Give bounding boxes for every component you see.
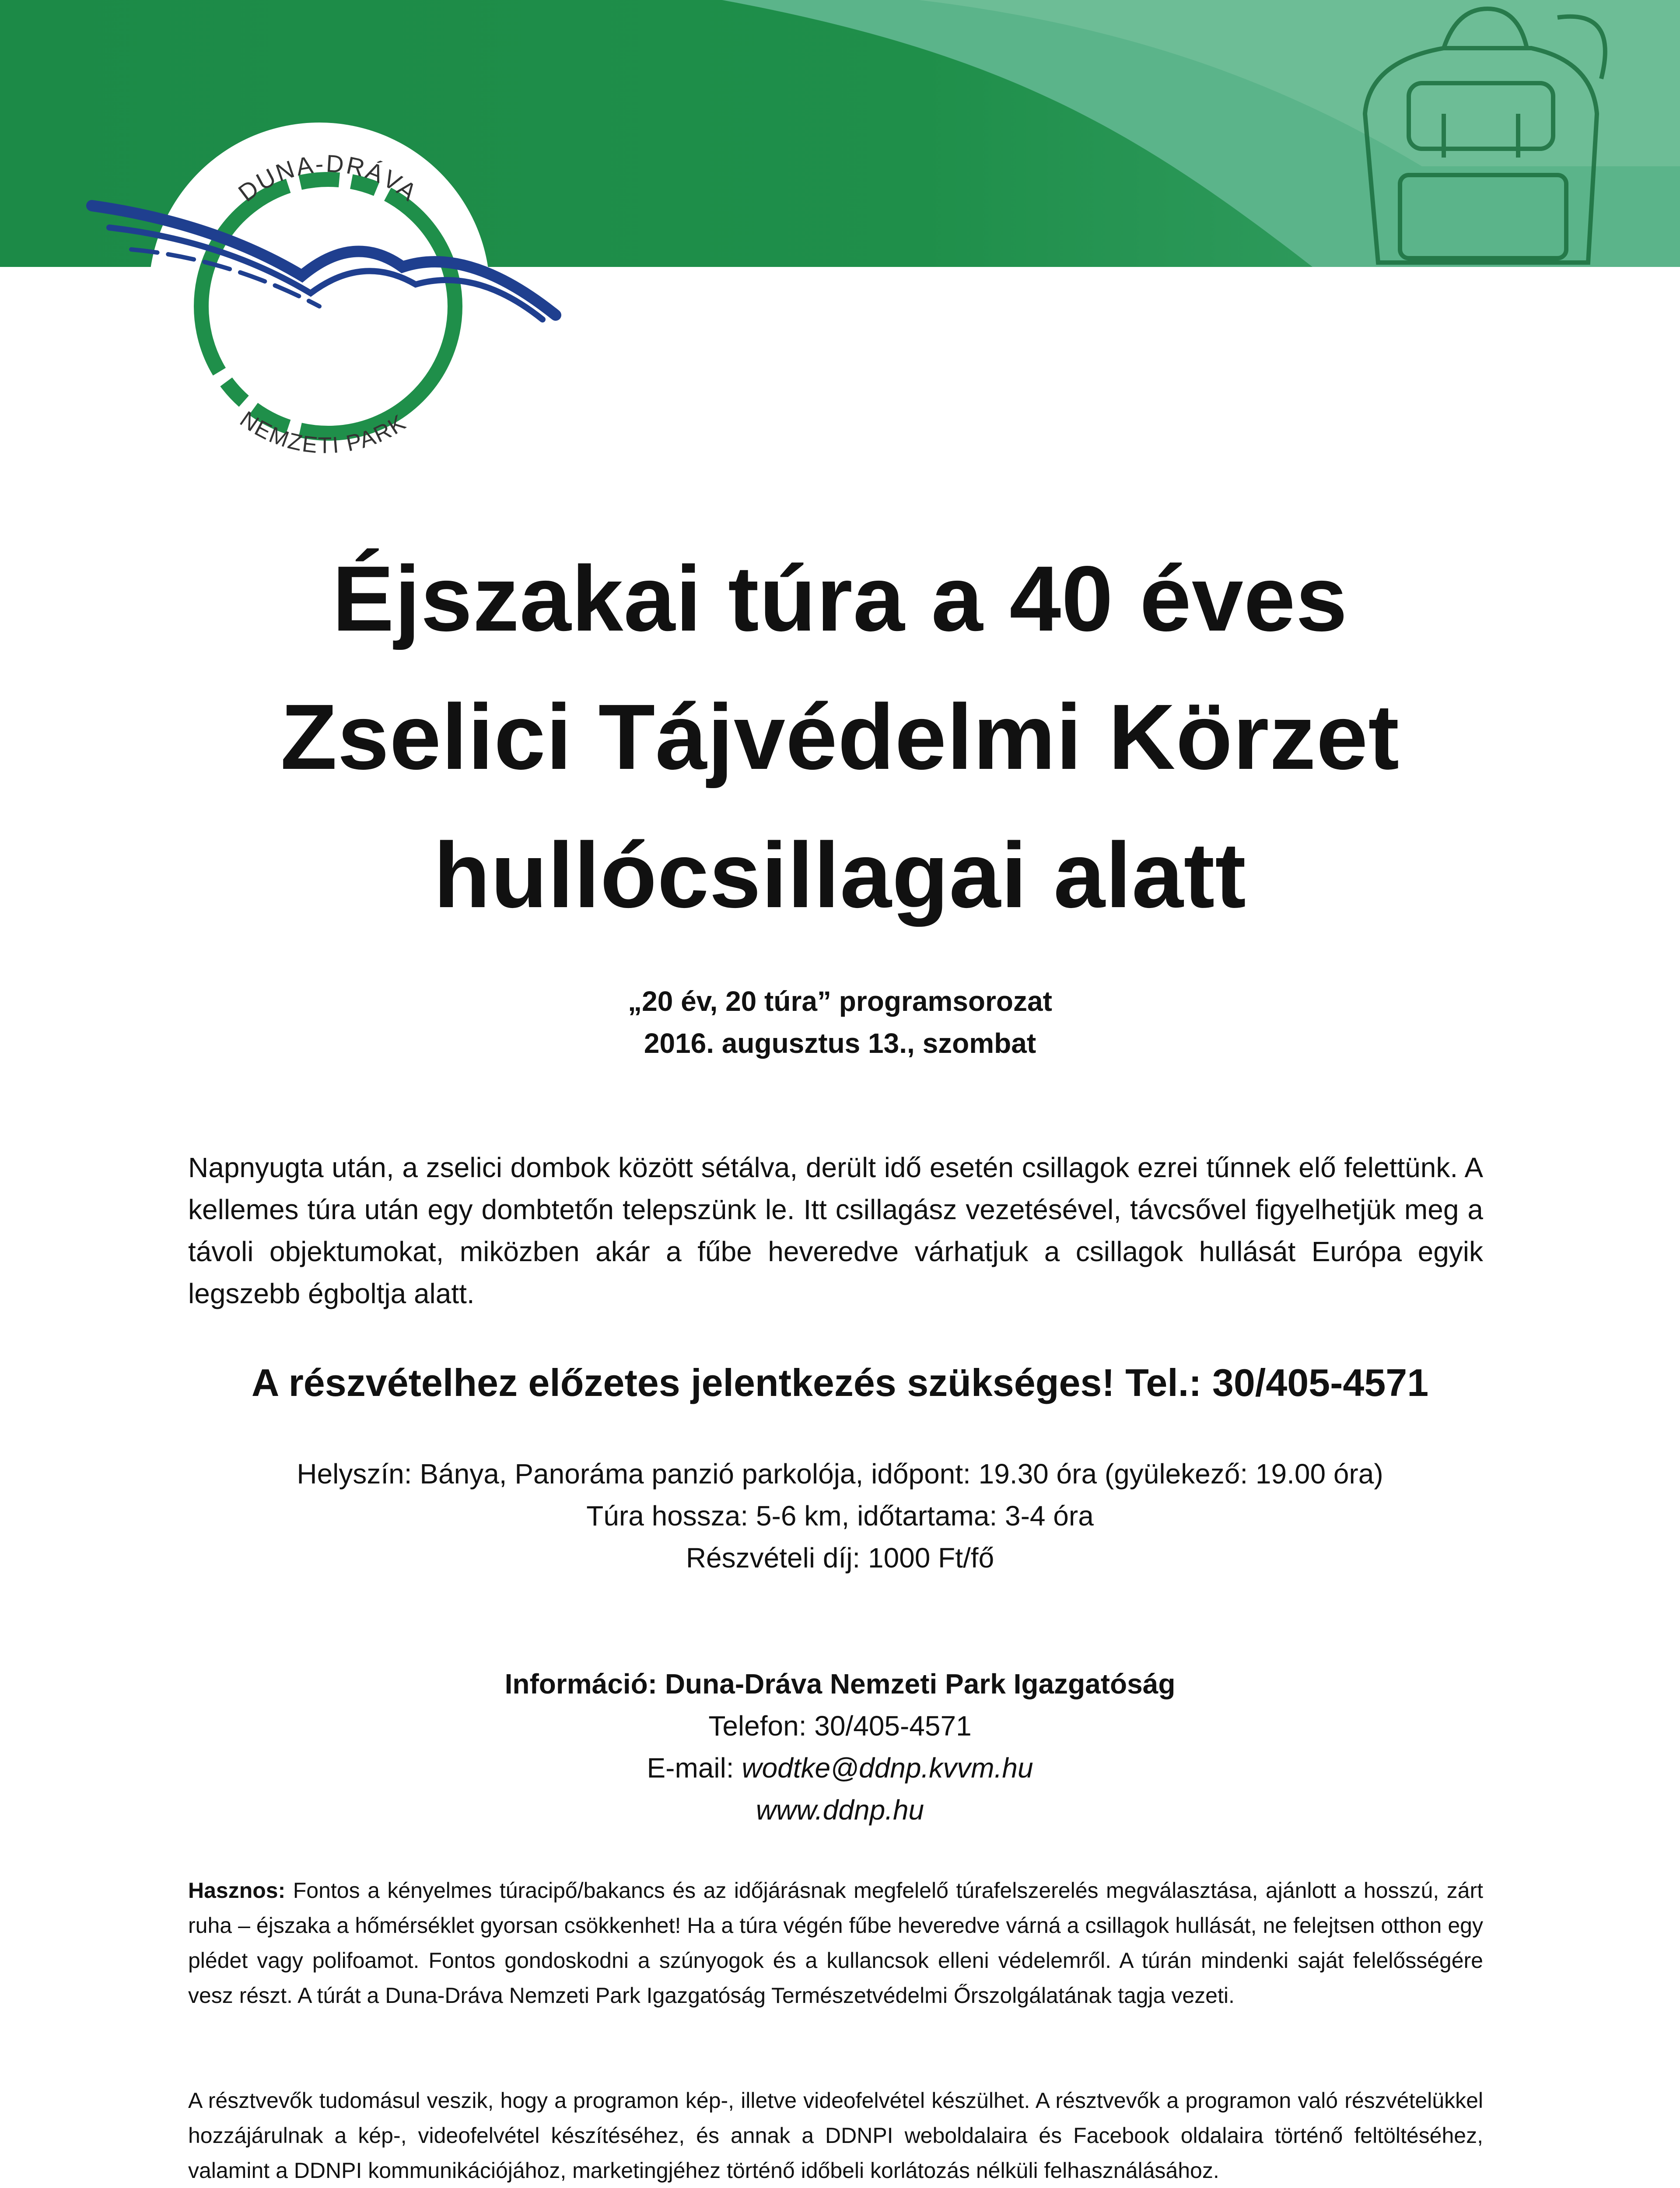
title-line-2: Zselici Tájvédelmi Körzet	[280, 685, 1400, 789]
location-line: Helyszín: Bánya, Panoráma panzió parkolója, időpont: 19.30 óra (gyülekező: 19.00 óra)	[297, 1458, 1383, 1490]
info-block	[0, 1663, 1680, 1831]
website-link[interactable]: www.ddnp.hu	[756, 1794, 924, 1826]
park-logo	[83, 118, 573, 459]
event-title	[0, 529, 1680, 944]
length-line: Túra hossza: 5-6 km, időtartama: 3-4 óra	[586, 1500, 1094, 1532]
fee-line: Részvételi díj: 1000 Ft/fő	[686, 1542, 994, 1574]
useful-text: Fontos a kényelmes túracipő/bakancs és az időjárásnak megfelelő túrafelszerelés megválasztása, ajánlott a hosszú, zárt ruha – éjszaka a hőmérséklet gyorsan csökkenhet! Ha a túra végén fűbe heveredve várná a csillagok hullását, ne felejtsen otthon egy plédet vagy polifoamot. Fontos gondoskodni a szúnyogok és a kullancsok elleni védelemről. A túrán mindenki saját felelősségére vesz részt. A túrát a Duna-Dráva Nemzeti Park Igazgatóság Természetvédelmi Őrszolgálatának tagja vezeti.	[188, 1878, 1483, 2008]
useful-label: Hasznos:	[188, 1878, 286, 1903]
info-email-line	[0, 1747, 1680, 1789]
email-link[interactable]: wodtke@ddnp.kvvm.hu	[742, 1752, 1033, 1784]
email-label: E-mail:	[647, 1752, 742, 1784]
program-series: „20 év, 20 túra” programsorozat	[628, 985, 1052, 1017]
event-date: 2016. augusztus 13., szombat	[644, 1027, 1036, 1059]
logo-bottom-text: NEMZETI PARK	[235, 406, 411, 459]
info-heading: Információ: Duna-Dráva Nemzeti Park Igazgatóság	[504, 1668, 1176, 1700]
info-phone: Telefon: 30/405-4571	[708, 1710, 972, 1742]
logo-top-text: DUNA-DRÁVA	[233, 149, 424, 207]
intro-paragraph: Napnyugta után, a zselici dombok között sétálva, derült idő esetén csillagok ezrei tűnnek elő felettünk. A kellemes túra után egy dombtetőn telepszünk le. Itt csillagász vezetésével, távcsővel figyelhetjük meg a távoli objektumokat, miközben akár a fűbe heveredve várhatjuk a csillagok hullását Európa egyik legszebb égboltja alatt.	[188, 1152, 1483, 1309]
event-details	[0, 1453, 1680, 1579]
title-line-1: Éjszakai túra a 40 éves	[332, 547, 1348, 650]
consent-paragraph: A résztvevők tudomásul veszik, hogy a programon kép-, illetve videofelvétel készülhet. A résztvevők a programon való részvételükkel hozzájárulnak a kép-, videofelvétel készítéséhez, és annak a DDNPI weboldalaira és Facebook oldalaira történő feltöltéséhez, valamint a DDNPI kommunikációjához, marketingjéhez történő időbeli korlátozás nélküli felhasználásához.	[188, 2088, 1483, 2183]
event-subtitle	[0, 980, 1680, 1064]
useful-paragraph	[188, 1873, 1483, 2013]
registration-notice: A részvételhez előzetes jelentkezés szükséges! Tel.: 30/405-4571	[251, 1361, 1429, 1404]
title-line-3: hullócsillagai alatt	[434, 823, 1246, 927]
